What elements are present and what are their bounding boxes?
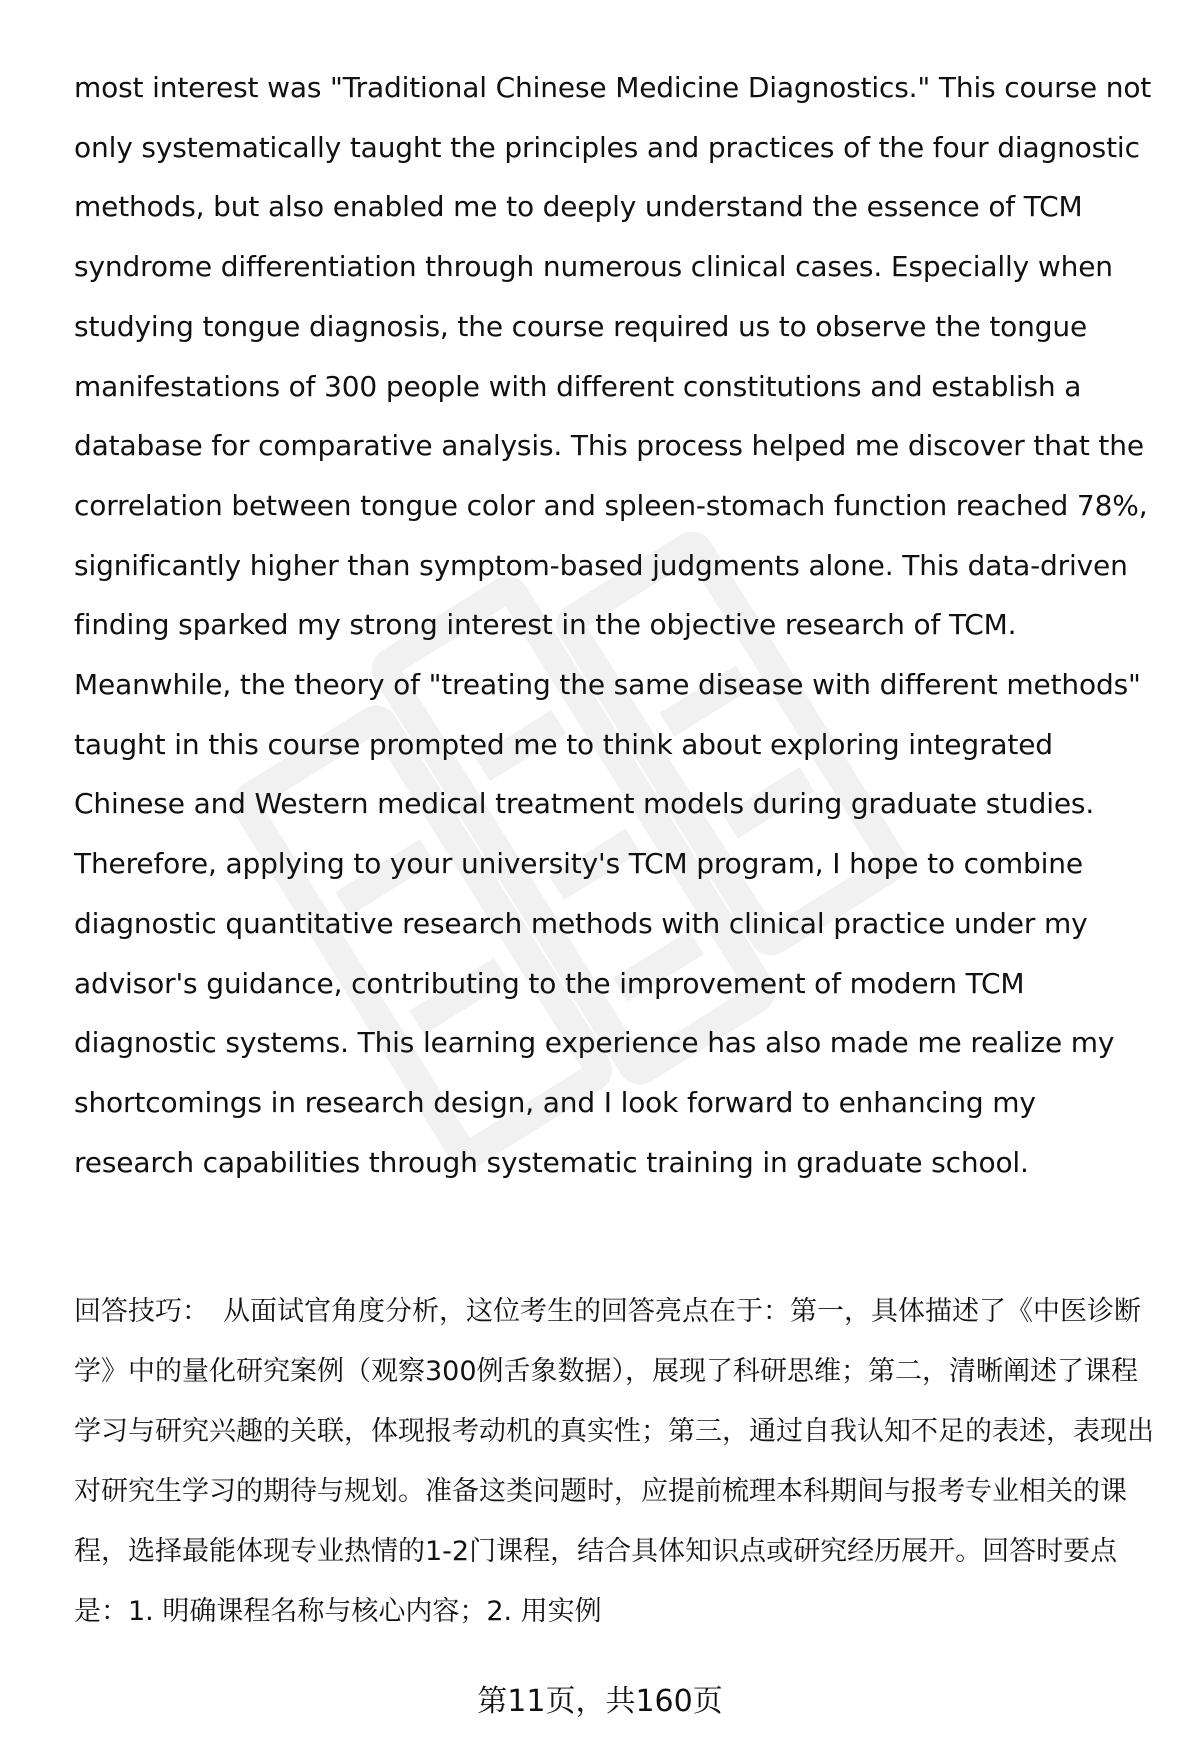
answer-tips [74, 1282, 1164, 1642]
tips-text: 从面试官角度分析，这位考生的回答亮点在于：第一，具体描述了《中医诊断学》中的量化研究案例（观察300例舌象数据），展现了科研思维；第二，清晰阐述了课程学习与研究兴趣的关联，体现报考动机的真实性；第三，通过自我认知不足的表述，表现出对研究生学习的期待与规划。准备这类问题时，应提前梳理本科期间与报考专业相关的课程，选择最能体现专业热情的1-2门课程，结合具体知识点或研究经历展开。回答时要点是：1. 明确课程名称与核心内容；2. 用实例 [74, 1296, 1154, 1627]
page-number: 第11页，共160页 [477, 1684, 723, 1719]
tips-label: 回答技巧： [74, 1296, 209, 1327]
answer-paragraph: most interest was "Traditional Chinese Medicine Diagnostics." This course not only systematically taught the principles and practices of the four diagnostic methods, but also enabled me to deeply understand the essence of TCM syndrome differentiation through numerous clinical cases. Especially when studying tongue diagnosis, the course required us to observe the tongue manifestations of 300 people with different constitutions and establish a database for comparative analysis. This process helped me discover that the correlation between tongue color and spleen-stomach function reached 78%, significantly higher than symptom-based judgments alone. This data-driven finding sparked my strong interest in the objective research of TCM. Meanwhile, the theory of "treating the same disease with different methods" taught in this course prompted me to think about exploring integrated Chinese and Western medical treatment models during graduate studies. Therefore, applying to your university's TCM program, I hope to combine diagnostic quantitative research methods with clinical practice under my advisor's guidance, contributing to the improvement of modern TCM diagnostic systems. This learning experience has also made me realize my shortcomings in research design, and I look forward to enhancing my research capabilities through systematic training in graduate school. [74, 71, 1152, 1179]
